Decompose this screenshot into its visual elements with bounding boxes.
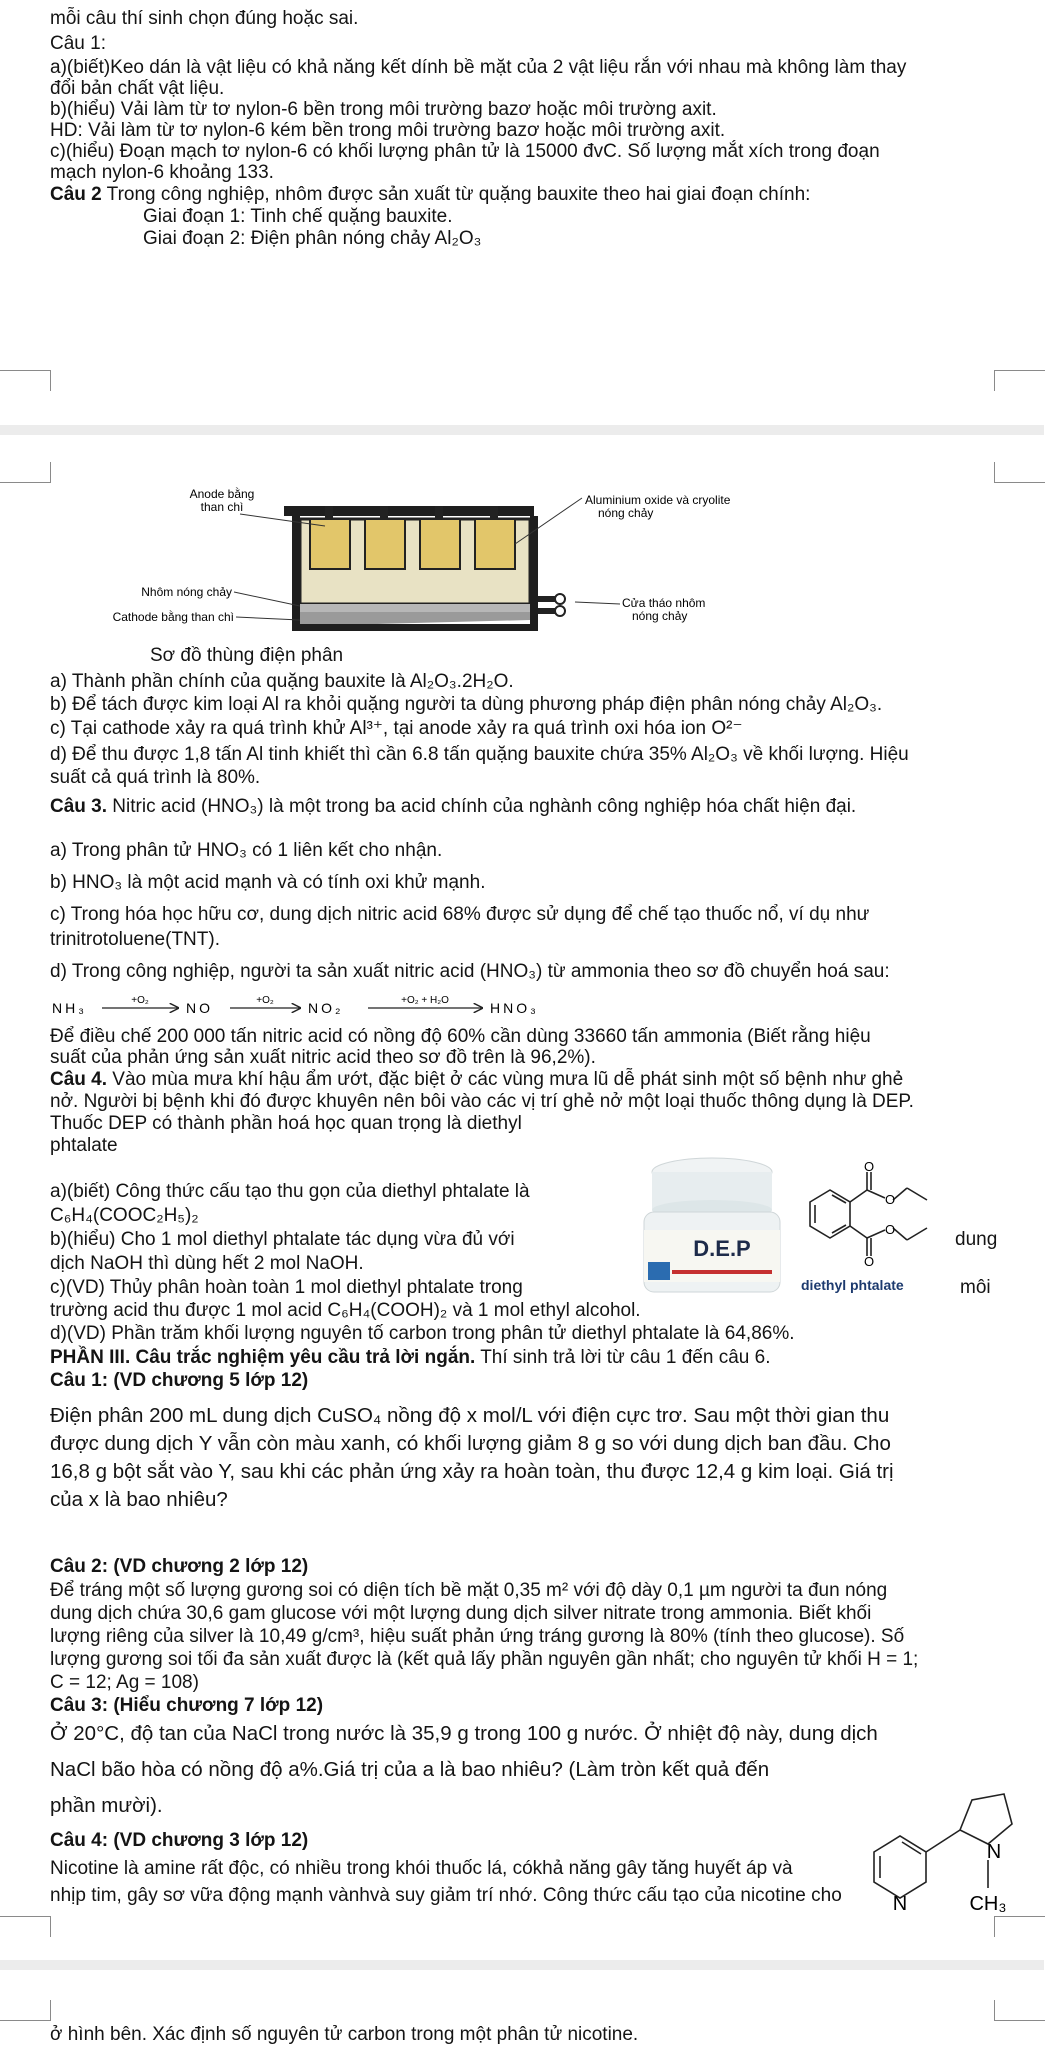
species-no2: NO₂ bbox=[308, 1000, 344, 1016]
p3-line1: Ở 20°C, độ tan của NaCl trong nước là 35,9 g trong 100 g nước. Ở nhiệt độ này, dung dịch bbox=[50, 1722, 878, 1745]
p1-line4: của x là bao nhiêu? bbox=[50, 1488, 228, 1511]
page-corner-mark bbox=[0, 370, 51, 391]
species-no: NO bbox=[186, 1000, 213, 1016]
p4-title: Câu 4: (VD chương 3 lớp 12) bbox=[50, 1830, 309, 1851]
page-corner-mark bbox=[0, 462, 51, 483]
label-anode-line1: Anode bằng bbox=[189, 487, 255, 501]
part3-heading: PHẦN III. Câu trắc nghiệm yêu cầu trả lời ngắn. bbox=[50, 1347, 476, 1368]
p2-line5: C = 12; Ag = 108) bbox=[50, 1672, 199, 1693]
atom-n-pyridine: N bbox=[892, 1893, 908, 1915]
atom-n-pyrrolidine: N bbox=[986, 1841, 1002, 1863]
q1-c-line2: mạch nylon-6 khoảng 133. bbox=[50, 162, 274, 183]
species-nh3: NH₃ bbox=[52, 1000, 87, 1016]
q3-d: d) Trong công nghiệp, người ta sản xuất nitric acid (HNO₃) từ ammonia theo sơ đồ chuyển hoá sau: bbox=[50, 961, 890, 982]
q2-b: b) Để tách được kim loại Al ra khỏi quặng người ta dùng phương pháp điện phân nóng chảy Al₂O₃. bbox=[50, 694, 883, 715]
diethyl-phtalate-structure bbox=[795, 1160, 945, 1300]
page-corner-mark bbox=[994, 1916, 1045, 1937]
label-molten-al: Nhôm nóng chảy bbox=[141, 585, 232, 599]
q4-intro-line1 bbox=[50, 1069, 903, 1090]
p3-line2: NaCl bão hòa có nồng độ a%.Giá trị của a là bao nhiêu? (Làm tròn kết quả đến bbox=[50, 1758, 770, 1781]
q4-b-line1: b)(hiểu) Cho 1 mol diethyl phtalate tác dụng vừa đủ với bbox=[50, 1229, 515, 1250]
q4-a-line2: C₆H₄(COOC₂H₅)₂ bbox=[50, 1205, 199, 1226]
q4-c-line2: trường acid thu được 1 mol acid C₆H₄(COOH)₂ và 1 mol ethyl alcohol. bbox=[50, 1300, 641, 1321]
methyl-group: CH₃ bbox=[969, 1893, 1007, 1915]
page-corner-mark bbox=[994, 462, 1045, 483]
diagram-caption: Sơ đồ thùng điện phân bbox=[150, 645, 344, 666]
q2-a: a) Thành phần chính của quặng bauxite là Al₂O₃.2H₂O. bbox=[50, 671, 514, 692]
q1-b: b)(hiểu) Vải làm từ tơ nylon-6 bền trong môi trường bazơ hoặc môi trường axit. bbox=[50, 99, 717, 120]
part3-heading-line bbox=[50, 1347, 770, 1368]
reagent-3: +O₂ + H₂O bbox=[401, 995, 449, 1006]
q4-a-line1: a)(biết) Công thức cấu tạo thu gọn của diethyl phtalate là bbox=[50, 1181, 530, 1202]
q3-intro-line bbox=[50, 796, 856, 817]
q1-a-line1: a)(biết)Keo dán là vật liệu có khả năng kết dính bề mặt của 2 vật liệu rắn với nhau mà không làm thay bbox=[50, 57, 907, 78]
q2-d-line2: suất cả quá trình là 80%. bbox=[50, 767, 261, 788]
q2-title: Câu 2 bbox=[50, 184, 102, 205]
q4-title: Câu 4. bbox=[50, 1069, 108, 1090]
q4-intro-line3: Thuốc DEP có thành phần hoá học quan trọng là diethyl bbox=[50, 1113, 522, 1134]
molten-aluminium-layer bbox=[300, 604, 530, 612]
p4-line1: Nicotine là amine rất độc, có nhiều trong khói thuốc lá, cókhả năng gây tăng huyết áp và bbox=[50, 1858, 793, 1879]
page-corner-mark bbox=[994, 2000, 1045, 2021]
q3-d-text-line2: suất của phản ứng sản xuất nitric acid theo sơ đồ trên là 96,2%). bbox=[50, 1047, 596, 1068]
p1-line2: được dung dịch Y vẫn còn màu xanh, có khối lượng giảm 8 g so với dung dịch ban đầu. Cho bbox=[50, 1432, 891, 1455]
q2-c: c) Tại cathode xảy ra quá trình khử Al³⁺, tại anode xảy ra quá trình oxi hóa ion O²⁻ bbox=[50, 718, 743, 739]
q4-b-line2: dịch NaOH thì dùng hết 2 mol NaOH. bbox=[50, 1253, 364, 1274]
dep-jar-photo bbox=[632, 1150, 792, 1300]
reagent-1: +O₂ bbox=[131, 995, 149, 1006]
q1-title: Câu 1: bbox=[50, 33, 106, 54]
q3-intro: Nitric acid (HNO₃) là một trong ba acid chính của nghành công nghiệp hóa chất hiện đại. bbox=[107, 796, 857, 817]
species-hno3: HNO₃ bbox=[490, 1000, 539, 1016]
atom-o: O bbox=[884, 1222, 896, 1237]
cathode-lining bbox=[300, 612, 530, 626]
p2-line2: dung dịch chứa 30,6 gam glucose với một lượng dung dịch silver nitrate trong ammonia. Biết khối bbox=[50, 1603, 872, 1624]
q4-intro: Vào mùa mưa khí hậu ẩm ướt, đặc biệt ở các vùng mưa lũ dễ phát sinh một số bệnh như ghẻ bbox=[107, 1069, 904, 1090]
label-outlet-line1: Cửa tháo nhôm bbox=[622, 596, 706, 610]
jar-label: D.E.P bbox=[693, 1236, 751, 1261]
p2-title: Câu 2: (VD chương 2 lớp 12) bbox=[50, 1556, 309, 1577]
page-break bbox=[0, 1960, 1044, 1970]
q1-a-line2: đổi bản chất vật liệu. bbox=[50, 78, 225, 99]
atom-o: O bbox=[884, 1192, 896, 1207]
p3-title: Câu 3: (Hiểu chương 7 lớp 12) bbox=[50, 1695, 324, 1716]
label-alumina-line1: Aluminium oxide và cryolite bbox=[585, 493, 731, 507]
q1-hd: HD: Vải làm từ tơ nylon-6 kém bền trong môi trường bazơ hoặc môi trường axit. bbox=[50, 120, 726, 141]
atom-o: O bbox=[863, 1254, 875, 1269]
intro-line: mỗi câu thí sinh chọn đúng hoặc sai. bbox=[50, 8, 359, 29]
q3-title: Câu 3. bbox=[50, 796, 108, 817]
reagent-2: +O₂ bbox=[256, 995, 274, 1006]
p2-line3: lượng riêng của silver là 10,49 g/cm³, hiệu suất phản ứng tráng gương là 80% (tính theo glucose). Số bbox=[50, 1626, 905, 1647]
page-corner-mark bbox=[0, 2000, 51, 2021]
p1-title: Câu 1: (VD chương 5 lớp 12) bbox=[50, 1370, 309, 1391]
q3-c-line1: c) Trong hóa học hữu cơ, dung dịch nitric acid 68% được sử dụng để chế tạo thuốc nổ, ví dụ như bbox=[50, 904, 870, 925]
q3-c-line2: trinitrotoluene(TNT). bbox=[50, 929, 220, 950]
electrolysis-cell-diagram bbox=[112, 484, 731, 644]
q2-stage1: Giai đoạn 1: Tinh chế quặng bauxite. bbox=[143, 206, 453, 227]
q4-c-line1: c)(VD) Thủy phân hoàn toàn 1 mol diethyl phtalate trong bbox=[50, 1277, 523, 1298]
nicotine-structure bbox=[860, 1780, 1040, 1920]
reaction-scheme bbox=[50, 993, 570, 1019]
p1-line1: Điện phân 200 mL dung dịch CuSO₄ nồng độ x mol/L với điện cực trơ. Sau một thời gian thu bbox=[50, 1404, 890, 1427]
q3-d-text-line1: Để điều chế 200 000 tấn nitric acid có nồng độ 60% cần dùng 33660 tấn ammonia (Biết rằng hiệu bbox=[50, 1026, 871, 1047]
q4-c-line1-end: môi bbox=[960, 1277, 991, 1298]
q1-c-line1: c)(hiểu) Đoạn mạch tơ nylon-6 có khối lượng phân tử là 15000 đvC. Số lượng mắt xích trong đoạn bbox=[50, 141, 880, 162]
atom-o: O bbox=[863, 1159, 875, 1174]
q3-b: b) HNO₃ là một acid mạnh và có tính oxi khử mạnh. bbox=[50, 872, 486, 893]
q2-intro: Trong công nghiệp, nhôm được sản xuất từ quặng bauxite theo hai giai đoạn chính: bbox=[101, 184, 811, 205]
page-break bbox=[0, 425, 1044, 435]
label-alumina-line2: nóng chảy bbox=[598, 506, 654, 520]
q3-a: a) Trong phân tử HNO₃ có 1 liên kết cho nhận. bbox=[50, 840, 443, 861]
page-corner-mark bbox=[0, 1916, 51, 1937]
p4-line2: nhịp tim, gây sơ vữa động mạnh vànhvà suy giảm trí nhớ. Công thức cấu tạo của nicotine cho bbox=[50, 1885, 842, 1906]
q2-intro-line bbox=[50, 184, 810, 205]
label-cathode: Cathode bằng than chì bbox=[112, 610, 234, 624]
page-corner-mark bbox=[994, 370, 1045, 391]
part3-heading-rest: Thí sinh trả lời từ câu 1 đến câu 6. bbox=[475, 1347, 771, 1368]
q2-stage2: Giai đoạn 2: Điện phân nóng chảy Al₂O₃ bbox=[143, 228, 482, 249]
p1-line3: 16,8 g bột sắt vào Y, sau khi các phản ứng xảy ra hoàn toàn, thu được 12,4 g kim loại. Giá trị bbox=[50, 1460, 894, 1483]
q4-d: d)(VD) Phần trăm khối lượng nguyên tố carbon trong phân tử diethyl phtalate là 64,86%. bbox=[50, 1323, 795, 1344]
q4-b-line1-end: dung bbox=[955, 1229, 998, 1250]
p2-line4: lượng gương soi tối đa sản xuất được là (kết quả lấy phần nguyên gần nhất; cho nguyên tử khối H = 1; bbox=[50, 1649, 919, 1670]
q2-d-line1: d) Để thu được 1,8 tấn Al tinh khiết thì cần 6.8 tấn quặng bauxite chứa 35% Al₂O₃ về khối lượng. Hiệu bbox=[50, 744, 909, 765]
structure-label: diethyl phtalate bbox=[801, 1277, 904, 1293]
p2-line1: Để tráng một số lượng gương soi có diện tích bề mặt 0,35 m² với độ dày 0,1 µm người ta đun nóng bbox=[50, 1580, 888, 1601]
label-anode-line2: than chì bbox=[200, 500, 244, 514]
label-outlet-line2: nóng chảy bbox=[632, 609, 688, 623]
q4-intro-line2: nở. Người bị bệnh khi đó được khuyên nên bôi vào các vị trí ghẻ nở một loại thuốc thông dụng là DEP. bbox=[50, 1091, 914, 1112]
p4-line3: ở hình bên. Xác định số nguyên tử carbon trong một phân tử nicotine. bbox=[50, 2024, 639, 2045]
q4-intro-line4: phtalate bbox=[50, 1135, 118, 1156]
p3-line3: phần mười). bbox=[50, 1794, 163, 1817]
outlet-valve bbox=[538, 594, 565, 616]
